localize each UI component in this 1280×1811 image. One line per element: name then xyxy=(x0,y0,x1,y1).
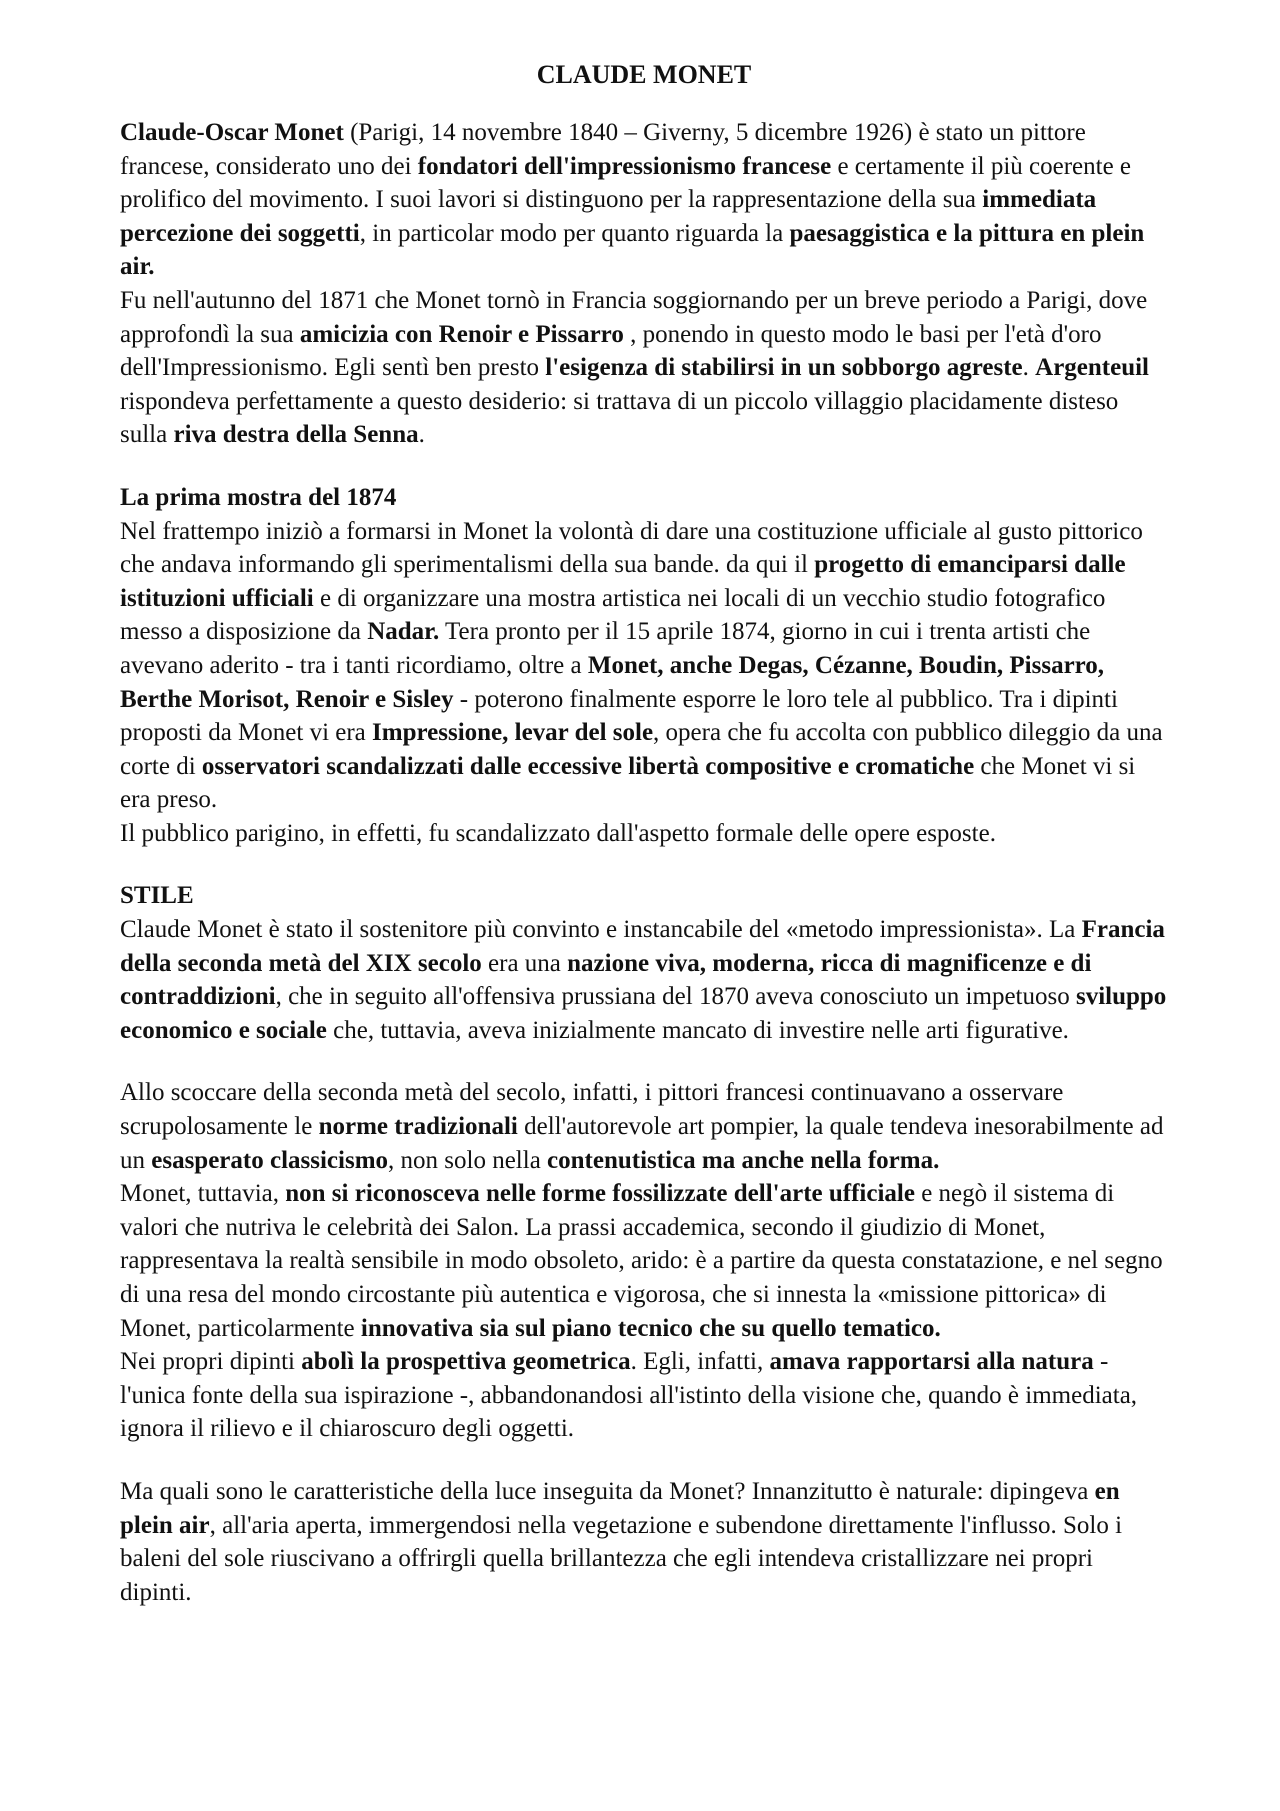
bold-text-run: amicizia con Renoir e Pissarro xyxy=(299,320,624,348)
bold-text-run: esasperato classicismo xyxy=(151,1146,389,1174)
text-run: e certamente il più coerente e prolifico del movimento. I suoi lavori si distinguono per la rappresentazione della sua xyxy=(120,152,1132,214)
bold-text-run: Nadar. xyxy=(367,618,440,646)
text-run: era una xyxy=(481,949,568,977)
bold-text-run: l'esigenza di stabilirsi in un sobborgo agreste xyxy=(545,354,1023,382)
bold-text-run: immediata percezione dei soggetti xyxy=(120,186,1097,247)
bold-text-run: osservatori scandalizzati dalle eccessive libertà compositive e cromatiche xyxy=(201,752,975,780)
bold-text-run: Impressione, levar del sole xyxy=(372,719,654,747)
section1-paragraph-2 xyxy=(120,817,1168,851)
section2-paragraph-5 xyxy=(120,1475,1168,1609)
text-run: , non solo nella xyxy=(388,1146,548,1174)
spacer xyxy=(120,850,1168,879)
text-run: , ponendo in questo modo le basi per l'età d'oro dell'Impressionismo. Egli sentì ben presto xyxy=(120,320,1102,382)
bold-text-run: non si riconosceva nelle forme fossilizzate dell'arte ufficiale xyxy=(285,1180,915,1208)
text-run: - poterono finalmente esporre le loro tele al pubblico. Tra i dipinti proposti da Monet vi era xyxy=(120,685,1118,747)
text-run: e di organizzare una mostra artistica nei locali di un vecchio studio fotografico messo a disposizione da xyxy=(120,584,1106,646)
text-run: , in particolar modo per quanto riguarda la xyxy=(359,219,790,247)
bold-text-run: innovativa sia sul piano tecnico che su quello tematico. xyxy=(360,1314,941,1342)
text-run: . Egli, infatti, xyxy=(630,1348,770,1376)
text-run: Allo scoccare della seconda metà del secolo, infatti, i pittori francesi continuavano a osservare scrupolosamente le xyxy=(120,1079,1064,1141)
bold-text-run: Argenteuil xyxy=(1035,354,1150,382)
bold-text-run: Claude-Oscar Monet xyxy=(120,119,344,146)
bold-text-run: abolì la prospettiva geometrica xyxy=(301,1348,631,1376)
text-run: , opera che fu accolta con pubblico dileggio da una corte di xyxy=(120,719,1163,780)
text-run: che Monet vi si era preso. xyxy=(120,752,1136,814)
bold-text-run: nazione viva, moderna, ricca di magnificenze e di contraddizioni xyxy=(120,949,1092,1011)
text-run: Ma quali sono le caratteristiche della luce inseguita da Monet? Innanzitutto è naturale: dipingeva xyxy=(120,1477,1095,1505)
bold-text-run: Francia della seconda metà del XIX secolo xyxy=(120,916,1165,977)
text-run: Il pubblico parigino, in effetti, fu scandalizzato dall'aspetto formale delle opere esposte. xyxy=(120,819,996,847)
text-run: . xyxy=(418,421,425,449)
section2-paragraph-4 xyxy=(120,1345,1168,1446)
document-page xyxy=(120,52,1168,1609)
intro-paragraph-1 xyxy=(120,116,1168,284)
section-heading-stile: STILE xyxy=(120,882,194,910)
text-run: , che in seguito all'offensiva prussiana del 1870 aveva conosciuto un impetuoso xyxy=(275,983,1076,1011)
text-run: Tera pronto per il 15 aprile 1874, giorno in cui i trenta artisti che avevano aderito - tra i tanti ricordiamo, oltre a xyxy=(120,618,1091,679)
text-run: e negò il sistema di valori che nutriva le celebrità dei Salon. La prassi accademica, secondo il giudizio di Monet, rappresentava la realtà sensibile in modo obsoleto, arido: è a partire da questa constatazione, e nel segno di una resa del mondo circostante più autentica e vigorosa, che si innesta la «missione pittorica» di Monet, particolarmente xyxy=(120,1180,1163,1342)
section1-paragraph-1 xyxy=(120,515,1168,817)
text-run: . xyxy=(1022,354,1036,382)
bold-text-run: paesaggistica e la pittura en plein air. xyxy=(120,219,1145,281)
bold-text-run: Monet, anche Degas, Cézanne, Boudin, Pissarro, Berthe Morisot, Renoir e Sisley xyxy=(120,651,1105,713)
document-title: CLAUDE MONET xyxy=(536,60,752,89)
text-run: (Parigi, 14 novembre 1840 – Giverny, 5 dicembre 1926) è stato un pittore francese, considerato uno dei xyxy=(120,119,1086,180)
text-run: , all'aria aperta, immergendosi nella vegetazione e subendone direttamente l'influsso. Solo i baleni del sole riuscivano a offrirgli quella brillantezza che egli intendeva cristallizzare nei propri dipinti. xyxy=(120,1511,1123,1606)
text-run: Nei propri dipinti xyxy=(120,1348,302,1376)
bold-text-run: contenutistica ma anche nella forma. xyxy=(547,1146,940,1174)
section-heading-prima-mostra: La prima mostra del 1874 xyxy=(120,483,397,511)
text-run: Monet, tuttavia, xyxy=(120,1180,286,1208)
bold-text-run: sviluppo economico e sociale xyxy=(120,983,1167,1044)
spacer xyxy=(120,1047,1168,1076)
bold-text-run: progetto di emanciparsi dalle istituzioni ufficiali xyxy=(120,551,1126,612)
section2-paragraph-2 xyxy=(120,1076,1168,1177)
text-run: che, tuttavia, aveva inizialmente mancato di investire nelle arti figurative. xyxy=(326,1016,1069,1044)
text-run: rispondeva perfettamente a questo desiderio: si trattava di un piccolo villaggio placidamente disteso sulla xyxy=(120,387,1119,449)
intro-paragraph-2 xyxy=(120,284,1168,452)
bold-text-run: norme tradizionali xyxy=(318,1113,518,1141)
text-run: Fu nell'autunno del 1871 che Monet tornò in Francia soggiornando per un breve periodo a Parigi, dove approfondì la sua xyxy=(120,286,1148,348)
text-run: - l'unica fonte della sua ispirazione -, abbandonandosi all'istinto della visione che, quando è immediata, ignora il rilievo e il chiaroscuro degli oggetti. xyxy=(120,1348,1138,1443)
text-run: dell'autorevole art pompier, la quale tendeva inesorabilmente ad un xyxy=(120,1113,1164,1174)
text-run: Nel frattempo iniziò a formarsi in Monet la volontà di dare una costituzione ufficiale al gusto pittorico che andava informando gli sperimentalismi della sua bande. da qui il xyxy=(120,517,1143,579)
bold-text-run: en plein air xyxy=(120,1477,1120,1539)
text-run: Claude Monet è stato il sostenitore più convinto e instancabile del «metodo impressionista». La xyxy=(120,916,1082,944)
bold-text-run: amava rapportarsi alla natura xyxy=(769,1348,1094,1376)
spacer xyxy=(120,452,1168,481)
bold-text-run: riva destra della Senna xyxy=(173,421,419,449)
spacer xyxy=(120,1446,1168,1475)
bold-text-run: fondatori dell'impressionismo francese xyxy=(417,152,832,180)
section2-paragraph-3 xyxy=(120,1177,1168,1345)
section2-paragraph-1 xyxy=(120,913,1168,1047)
